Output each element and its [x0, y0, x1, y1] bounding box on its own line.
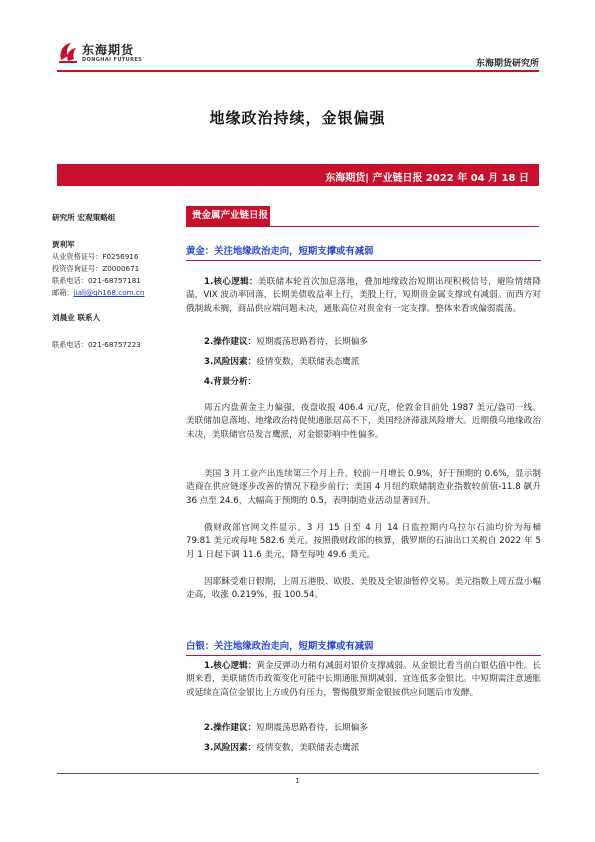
section-tab-line	[186, 226, 539, 227]
author-sidebar	[52, 212, 180, 351]
silver-heading-line	[186, 655, 541, 656]
gold-advice-text: 短期震荡思路看待，长期偏多	[256, 337, 368, 347]
gold-risk	[186, 356, 541, 369]
silver-section	[186, 640, 541, 656]
phone-number: 联系电话：021-68757181	[52, 276, 141, 286]
dept-label: 研究所 宏观策略组	[52, 213, 116, 222]
contact-phone: 联系电话：021-68757223	[52, 339, 141, 349]
gold-background-label: 4.背景分析：	[204, 377, 257, 387]
institute-name: 东海期货研究所	[475, 59, 539, 69]
header-divider	[57, 70, 539, 72]
gold-advice	[186, 336, 541, 349]
contact-name: 刘晨业 联系人	[52, 312, 101, 322]
donghai-logo-icon	[57, 40, 79, 64]
gold-core-logic	[186, 276, 541, 316]
logo-text-cn: 东海期货	[82, 43, 135, 57]
gold-background-4: 因耶稣受难日假期，上周五港股、欧股、美股及全银油暂停交易。美元指数上周五盘小幅走高，收涨 0.219%，报 100.54。	[186, 577, 541, 601]
consulting-number: 投资咨询证号：Z0000671	[52, 264, 140, 274]
silver-advice	[186, 722, 541, 735]
section-tab: 贵金属产业链日报	[186, 206, 270, 226]
gold-background-2: 美国 3 月工业产出连续第三个月上升，较前一月增长 0.9%，好于预期的 0.6%，显示制造商在供应链逐步改善的情况下稳步前行；美国 4 月纽约联储制造业指数较前值-11.8 飙升 36 点至 24.6，大幅高于预期的 0.5，表明制造业活动显著回升。	[186, 469, 541, 506]
gold-heading-line	[186, 260, 541, 261]
silver-risk	[186, 742, 541, 755]
company-logo	[57, 38, 147, 68]
silver-advice-label: 2.操作建议：	[204, 723, 257, 733]
silver-advice-text: 短期震荡思路看待，长期偏多	[256, 723, 368, 733]
qualification-number: 从业资格证号：F0256916	[52, 252, 139, 262]
gold-section	[186, 245, 541, 261]
report-banner	[57, 164, 539, 186]
email-row	[52, 287, 180, 299]
gold-heading: 黄金：关注地缘政治走向，短期支撑或有减弱	[186, 246, 374, 257]
silver-heading: 白银：关注地缘政治走向，短期支撑或有减弱	[186, 641, 374, 652]
silver-core-logic-label: 1.核心逻辑：	[204, 661, 257, 671]
email-link[interactable]: jialj@qh168.com.cn	[73, 288, 145, 298]
page-number: 1	[295, 777, 300, 785]
gold-core-logic-text: 美联储本轮首次加息落地，叠加地缘政治短期出现积极信号，避险情绪降温，VIX 波动率回落，长期美债收益率上行，美股上行，短期贵金属支撑或有减弱。而西方对俄制裁未搁，商品供应端问题未决，通胀高位对贵金有一定支撑。整体来看或偏弱震荡。	[186, 277, 541, 314]
silver-risk-label: 3.风险因素：	[204, 743, 257, 753]
gold-background-3: 俄财政部官网文件显示，3 月 15 日至 4 月 14 日监控期内乌拉尔石油均价为每桶 79.81 美元或每吨 582.6 美元。按照俄财政部的核算，俄罗斯的石油出口关税自 2022 年 5 月 1 日起下调 11.6 美元，降至每吨 49.6 美元。	[186, 523, 541, 560]
silver-core-logic	[186, 660, 541, 700]
gold-advice-label: 2.操作建议：	[204, 337, 257, 347]
silver-core-logic-text: 黄金反弹动力稍有减弱对银价支撑减弱。从金银比看当前白银估值中性。长期来看，美联储货币政策变化可能中长期通胀预期减弱，宜连低多金银比。中短期需注意通胀或延续在高位金银比上方或仍有压力，警惕俄罗斯金银铵供应问题后市发酵。	[186, 661, 541, 698]
gold-risk-text: 疫情变数，美联储表态鹰派	[256, 357, 360, 367]
gold-risk-label: 3.风险因素：	[204, 357, 257, 367]
page-title: 地缘政治持续，金银偏强	[209, 109, 386, 127]
gold-background-1: 周五内盘黄金主力偏强，夜盘收报 406.4 元/克，伦敦金目前处 1987 美元/盎司一线。美联储加息落地、地缘政治持促使通胀居高不下，美国经济滞涨风险增大。近期俄乌地缘政治未决，美联储官员发言鹰派，对金银影响中性偏多。	[186, 403, 541, 440]
email-label: 邮箱：	[52, 288, 74, 298]
banner-text: 东海期货| 产业链日报 2022 年 04 月 18 日	[325, 173, 529, 184]
footer-divider	[57, 773, 539, 774]
silver-risk-text: 疫情变数，美联储表态鹰派	[256, 743, 360, 753]
logo-text-en: DONGHAI FUTURES	[82, 57, 143, 63]
analyst-name: 贾利军	[52, 240, 75, 250]
gold-core-logic-label: 1.核心逻辑：	[204, 277, 258, 287]
